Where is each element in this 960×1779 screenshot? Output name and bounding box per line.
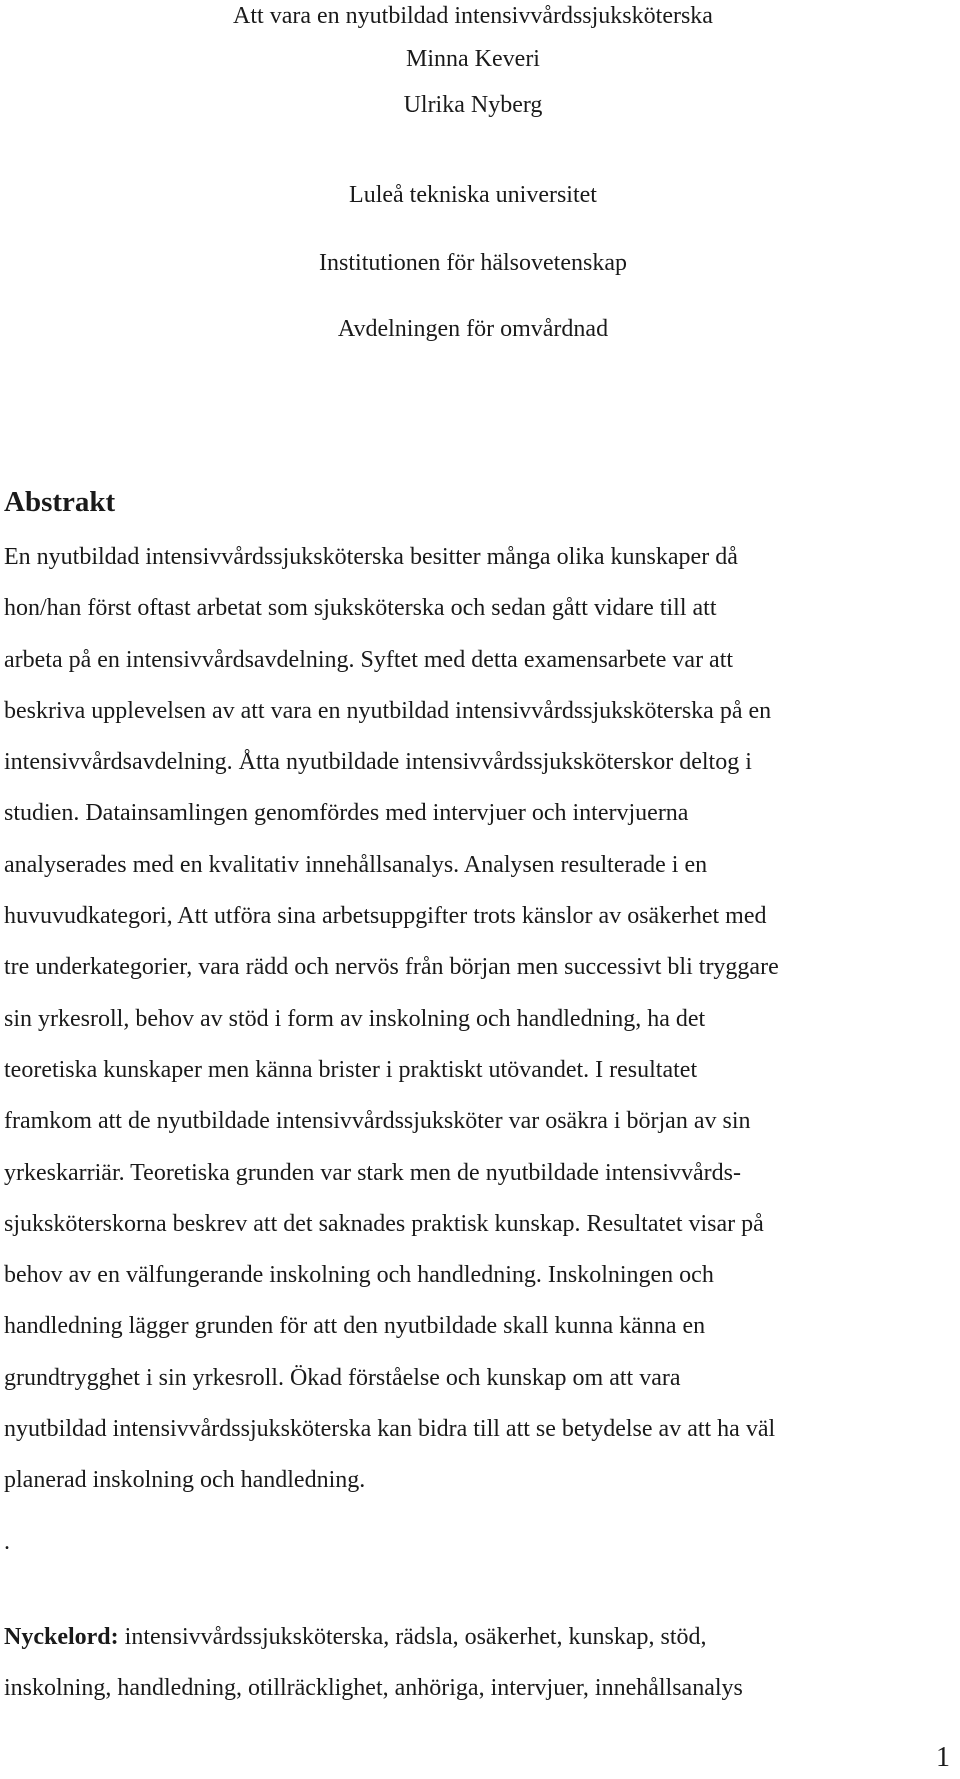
abstract-line: arbeta på en intensivvårdsavdelning. Syftet med detta examensarbete var att	[4, 646, 734, 673]
keywords-label: Nyckelord:	[4, 1624, 119, 1650]
abstract-line: sin yrkesroll, behov av stöd i form av inskolning och handledning, ha det	[4, 1005, 706, 1032]
keywords-line	[4, 1612, 944, 1663]
author-name: Ulrika Nyberg	[403, 92, 543, 118]
abstract-line: En nyutbildad intensivvårdssjuksköterska besitter många olika kunskaper då	[4, 544, 738, 570]
abstract-line: beskriva upplevelsen av att vara en nyutbildad intensivvårdssjuksköterska på en	[4, 697, 772, 724]
abstract-line: intensivvårdsavdelning. Åtta nyutbildade intensivvårdssjuksköterskor deltog i	[4, 749, 752, 776]
abstract-heading: Abstrakt	[4, 486, 116, 518]
abstract-line: handledning lägger grunden för att den nyutbildade skall kunna känna en	[4, 1313, 706, 1340]
keywords-text: inskolning, handledning, otillräcklighet, anhöriga, intervjuer, innehållsanalys	[4, 1675, 743, 1701]
abstract-line: behov av en välfungerande inskolning och handledning. Inskolningen och	[4, 1262, 714, 1289]
keywords-block	[4, 1612, 944, 1714]
abstract-line: yrkeskarriär. Teoretiska grunden var stark men de nyutbildade intensivvårds-	[4, 1159, 741, 1186]
abstract-line: nyutbildad intensivvårdssjuksköterska kan bidra till att se betydelse av att ha väl	[4, 1416, 776, 1443]
abstract-line: hon/han först oftast arbetat som sjuksköterska och sedan gått vidare till att	[4, 595, 717, 622]
institution-name: Institutionen för hälsovetenskap	[319, 250, 627, 276]
document-title: Att vara en nyutbildad intensivvårdssjuksköterska	[233, 3, 713, 29]
department-name: Avdelningen för omvårdnad	[337, 316, 609, 342]
abstract-line: studien. Datainsamlingen genomfördes med intervjuer och intervjuerna	[4, 800, 689, 827]
abstract-body	[4, 532, 944, 1507]
keywords-text: intensivvårdssjuksköterska, rädsla, osäkerhet, kunskap, stöd,	[118, 1624, 707, 1650]
page-number: 1	[936, 1742, 950, 1773]
separator-dot: .	[4, 1529, 10, 1555]
abstract-line: huvuvudkategori, Att utföra sina arbetsuppgifter trots känslor av osäkerhet med	[4, 903, 767, 930]
abstract-line: analyserades med en kvalitativ innehållsanalys. Analysen resulterade i en	[4, 851, 708, 878]
university-name: Luleå tekniska universitet	[349, 182, 597, 208]
abstract-line: sjuksköterskorna beskrev att det saknades praktisk kunskap. Resultatet visar på	[4, 1210, 764, 1237]
abstract-line: teoretiska kunskaper men känna brister i praktiskt utövandet. I resultatet	[4, 1056, 698, 1083]
abstract-line: grundtrygghet i sin yrkesroll. Ökad förståelse och kunskap om att vara	[4, 1364, 681, 1391]
abstract-line: framkom att de nyutbildade intensivvårdssjuksköter var osäkra i början av sin	[4, 1108, 751, 1135]
abstract-line: planerad inskolning och handledning.	[4, 1467, 366, 1494]
author-name: Minna Keveri	[406, 46, 540, 72]
abstract-line: tre underkategorier, vara rädd och nervös från början men successivt bli tryggare	[4, 954, 779, 981]
